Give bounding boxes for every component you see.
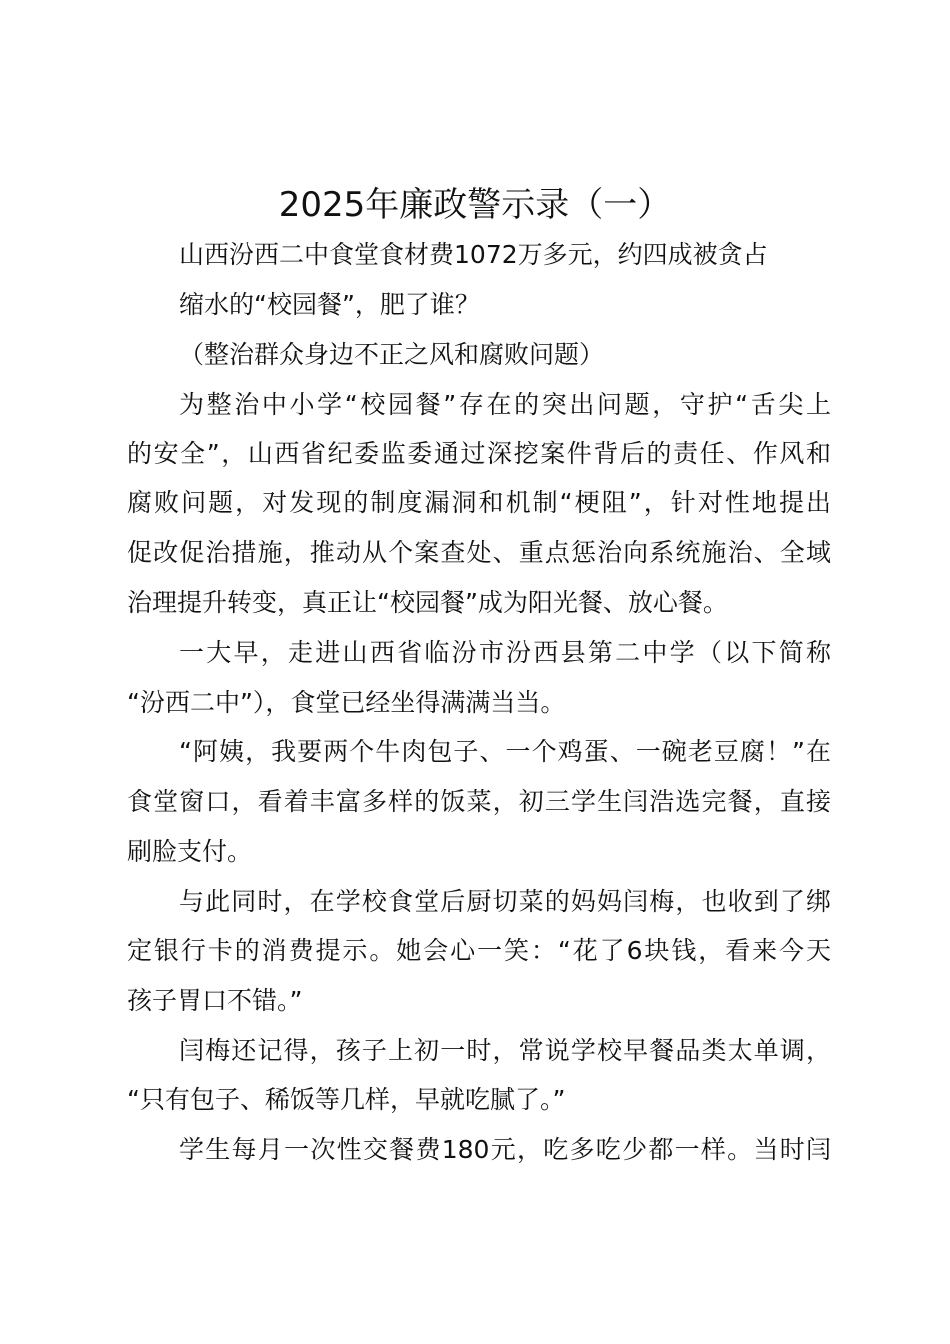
headline-question: 缩水的“校园餐”，肥了谁？ <box>179 290 480 319</box>
paragraph-2-line-2: “汾西二中”），食堂已经坐得满满当当。 <box>127 688 566 717</box>
paragraph-5-line-1: 闫梅还记得，孩子上初一时，常说学校早餐品类太单调， <box>179 1036 831 1065</box>
paragraph-1-line-1: 为整治中小学“校园餐”存在的突出问题，守护“舌尖上 <box>179 390 831 419</box>
paragraph-1-line-4: 促改促治措施，推动从个案查处、重点惩治向系统施治、全域 <box>127 538 831 567</box>
paragraph-2-line-1: 一大早，走进山西省临汾市汾西县第二中学（以下简称 <box>179 638 831 667</box>
paragraph-3-line-2: 食堂窗口，看着丰富多样的饭菜，初三学生闫浩选完餐，直接 <box>127 787 831 816</box>
headline: 山西汾西二中食堂食材费1072万多元，约四成被贪占 <box>179 240 768 269</box>
paragraph-1-line-5: 治理提升转变，真正让“校园餐”成为阳光餐、放心餐。 <box>127 588 728 617</box>
paragraph-6-line-1: 学生每月一次性交餐费180元，吃多吃少都一样。当时闫 <box>179 1135 831 1164</box>
paragraph-4-line-1: 与此同时，在学校食堂后厨切菜的妈妈闫梅，也收到了绑 <box>179 887 831 916</box>
paragraph-4-line-2: 定银行卡的消费提示。她会心一笑：“花了6块钱，看来今天 <box>127 936 831 965</box>
paragraph-1-line-2: 的安全”，山西省纪委监委通过深挖案件背后的责任、作风和 <box>127 439 831 468</box>
paragraph-3-line-3: 刷脸支付。 <box>127 837 253 866</box>
document-title: 2025年廉政警示录（一） <box>278 185 672 225</box>
paragraph-3-line-1: “阿姨，我要两个牛肉包子、一个鸡蛋、一碗老豆腐！”在 <box>179 737 831 766</box>
paragraph-1-line-3: 腐败问题，对发现的制度漏洞和机制“梗阻”，针对性地提出 <box>127 488 831 517</box>
section-note: （整治群众身边不正之风和腐败问题） <box>179 340 605 369</box>
paragraph-5-line-2: “只有包子、稀饭等几样，早就吃腻了。” <box>127 1085 566 1114</box>
paragraph-4-line-3: 孩子胃口不错。” <box>127 986 303 1015</box>
